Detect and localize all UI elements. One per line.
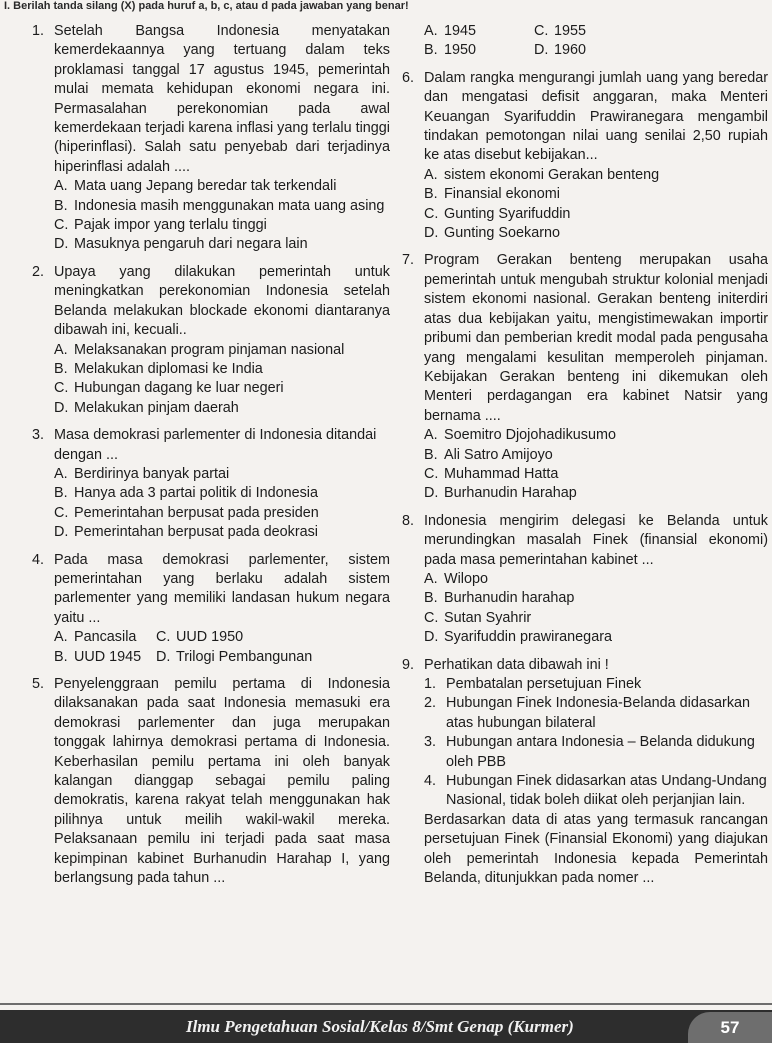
option-text: Melaksanakan program pinjaman nasional: [74, 341, 345, 358]
question-6: [402, 69, 768, 244]
option-letter: D.: [424, 485, 439, 502]
question-text: Program Gerakan benteng merupakan usaha pemerintah untuk mengubah struktur kolonial menjadi sistem ekonomi nasional. Gerakan benteng initerdiri atas dua kebijakan yaitu, mengistimewakan importir pribumi dan pemberian kredit modal pada pengusaha yang mengalami kesulitan memperoleh pinjaman. Kebijakan Gerakan benteng ini dikemukan oleh Menteri perdagangan era kabinet Natsir yang bernama ....: [424, 252, 768, 424]
item-text: Hubungan Finek didasarkan atas Undang-Undang Nasional, tidak boleh diikat oleh perjanjian lain.: [446, 773, 767, 809]
option-c[interactable]: [534, 22, 644, 41]
option-letter: D.: [534, 42, 549, 59]
option-text: Hanya ada 3 partai politik di Indonesia: [74, 485, 319, 502]
option-c[interactable]: [156, 628, 266, 647]
item-text: Hubungan antara Indonesia – Belanda didukung oleh PBB: [446, 734, 755, 770]
option-b[interactable]: [54, 648, 156, 667]
option-b[interactable]: [424, 589, 768, 608]
option-letter: B.: [54, 360, 68, 377]
left-column: [32, 22, 390, 896]
item-number: 3.: [424, 734, 437, 751]
option-letter: C.: [54, 217, 69, 234]
question-text: Penyelenggraan pemilu pertama di Indonesia dilaksanakan pada saat Indonesia memasuki era demokrasi parlementer dan juga merupakan tonggak lahirnya demokrasi pertama di Indonesia. Keberhasilan pemilu pertama ini oleh banyak kalangan dianggap sebagai pemilu paling demokratis, karena rakyat telah menggunakan hak pilihnya untuk meilih wakil-wakil mereka. Pelaksanaan pemilu ini terjadi pada saat masa kepimpinan kabinet Burhanudin Harahap I, yang berlangsung pada tahun ...: [54, 676, 390, 887]
option-a[interactable]: [54, 341, 390, 360]
option-letter: C.: [54, 380, 69, 397]
right-column: [402, 22, 768, 896]
option-text: 1945: [444, 23, 477, 39]
question-8: [402, 512, 768, 648]
option-text: 1960: [554, 42, 587, 59]
option-b[interactable]: [424, 41, 534, 60]
option-letter: A.: [424, 427, 438, 444]
option-text: UUD 1950: [176, 629, 244, 646]
option-c[interactable]: [424, 205, 768, 224]
option-d[interactable]: [424, 484, 768, 503]
option-letter: A.: [424, 570, 438, 587]
option-letter: B.: [424, 446, 438, 463]
option-text: Trilogi Pembangunan: [176, 648, 313, 665]
question-number: 5.: [32, 676, 45, 692]
item-text: Pembatalan persetujuan Finek: [446, 676, 642, 692]
question-number: 3.: [32, 427, 45, 444]
question-5-options: [402, 22, 768, 61]
option-c[interactable]: [54, 504, 390, 523]
option-text: Finansial ekonomi: [444, 186, 560, 203]
option-text: Pemerintahan berpusat pada presiden: [74, 504, 319, 521]
option-text: Burhanudin Harahap: [444, 485, 577, 502]
option-c[interactable]: [54, 216, 390, 235]
footer-divider: [0, 1003, 772, 1005]
option-b[interactable]: [54, 484, 390, 503]
question-text: Indonesia mengirim delegasi ke Belanda untuk merundingkan masalah Finek (finansial ekonomi) pada masa pemerintahan kabinet ...: [424, 512, 768, 568]
question-number: 1.: [32, 23, 45, 39]
question-number: 6.: [402, 69, 415, 86]
option-text: Indonesia masih menggunakan mata uang asing: [74, 197, 385, 214]
question-number: 9.: [402, 656, 415, 673]
option-letter: C.: [424, 205, 439, 222]
option-text: Melakukan diplomasi ke India: [74, 360, 263, 377]
question-text: Pada masa demokrasi parlementer, sistem pemerintahan yang berlaku adalah sistem parlementer yang memiliki landasan hukum negara yaitu ...: [54, 551, 390, 626]
option-a[interactable]: [424, 570, 768, 589]
option-text: Pajak impor yang terlalu tinggi: [74, 217, 267, 234]
option-text: Sutan Syahrir: [444, 609, 532, 626]
option-letter: B.: [54, 648, 68, 665]
option-letter: B.: [54, 485, 68, 502]
option-text: Hubungan dagang ke luar negeri: [74, 380, 284, 397]
option-text: Gunting Syarifuddin: [444, 205, 571, 222]
option-text: Burhanudin harahap: [444, 590, 575, 607]
option-letter: B.: [54, 197, 68, 214]
option-d[interactable]: [54, 235, 390, 254]
option-text: Pancasila: [74, 629, 137, 646]
question-3: [32, 426, 390, 542]
question-text: Perhatikan data dibawah ini !: [424, 656, 609, 673]
question-5: [32, 675, 390, 888]
question-text: Upaya yang dilakukan pemerintah untuk meningkatkan perekonomian Indonesia setelah Belanda melakukan blockade ekonomi diantaranya dibawah ini, kecuali..: [54, 263, 390, 339]
option-d[interactable]: [54, 523, 390, 542]
question-text: Dalam rangka mengurangi jumlah uang yang beredar dan mengatasi defisit anggaran, maka Menteri Keuangan Syarifuddin Prawiranegara mengambil tindakan pemotongan nilai uang senilai 2,50 rupiah ke atas disebut kebijakan...: [424, 69, 768, 164]
data-item: [424, 694, 768, 733]
option-letter: A.: [54, 178, 68, 195]
option-letter: A.: [54, 629, 68, 646]
option-text: 1950: [444, 42, 477, 59]
option-letter: D.: [424, 629, 439, 646]
option-a[interactable]: [424, 426, 768, 445]
option-text: Ali Satro Amijoyo: [444, 446, 553, 463]
option-letter: B.: [424, 186, 438, 203]
option-d[interactable]: [156, 648, 313, 667]
question-7: [402, 251, 768, 503]
option-letter: D.: [54, 524, 69, 541]
option-letter: D.: [156, 648, 171, 665]
option-d[interactable]: [424, 628, 768, 647]
option-d[interactable]: [54, 399, 390, 418]
option-text: Wilopo: [444, 570, 488, 587]
option-letter: D.: [54, 236, 69, 253]
item-text: Hubungan Finek Indonesia-Belanda didasarkan atas hubungan bilateral: [446, 695, 751, 731]
option-letter: A.: [424, 23, 438, 39]
option-b[interactable]: [424, 185, 768, 204]
option-text: 1955: [554, 23, 587, 39]
data-item: [424, 733, 768, 772]
question-text: Setelah Bangsa Indonesia menyatakan kemerdekaannya yang tertuang dalam teks proklamasi tanggal 17 agustus 1945, pemerintah mulai memata kehidupan ekonomi negara ini. Permasalahan perekonomian pada awal kemerdekaan terjadi karena inflasi yang terlalu tinggi (hiperinflasi). Salah satu penyebab dari terjadinya hiperinflasi adalah ....: [54, 23, 390, 175]
item-number: 4.: [424, 773, 437, 790]
question-4: [32, 551, 390, 667]
question-2: [32, 263, 390, 418]
option-b[interactable]: [54, 360, 390, 379]
option-letter: C.: [156, 629, 171, 646]
option-a[interactable]: [54, 177, 390, 196]
option-letter: B.: [424, 590, 438, 607]
question-number: 2.: [32, 263, 45, 280]
section-instruction: I. Berilah tanda silang (X) pada huruf a, b, c, atau d pada jawaban yang benar!: [4, 0, 409, 12]
book-title: Ilmu Pengetahuan Sosial/Kelas 8/Smt Genap (Kurmer): [186, 1017, 574, 1036]
option-text: Gunting Soekarno: [444, 225, 561, 242]
item-number: 1.: [424, 676, 437, 692]
option-a[interactable]: [424, 22, 534, 41]
question-1: [32, 22, 390, 255]
option-letter: D.: [424, 225, 439, 242]
question-number: 7.: [402, 252, 415, 269]
item-number: 2.: [424, 695, 437, 712]
option-letter: C.: [424, 465, 439, 482]
option-c[interactable]: [424, 609, 768, 628]
option-text: Melakukan pinjam daerah: [74, 399, 239, 416]
option-text: Muhammad Hatta: [444, 465, 559, 482]
option-d[interactable]: [534, 41, 644, 60]
question-number: 8.: [402, 512, 415, 529]
option-letter: C.: [424, 609, 439, 626]
option-text: Berdirinya banyak partai: [74, 465, 230, 482]
option-letter: D.: [54, 399, 69, 416]
option-text: Mata uang Jepang beredar tak terkendali: [74, 178, 337, 195]
option-b[interactable]: [424, 446, 768, 465]
option-d[interactable]: [424, 224, 768, 243]
option-a[interactable]: [424, 166, 768, 185]
option-b[interactable]: [54, 197, 390, 216]
page-number: 57: [688, 1012, 772, 1043]
option-text: Masuknya pengaruh dari negara lain: [74, 236, 308, 253]
question-9: [402, 656, 768, 889]
option-text: Syarifuddin prawiranegara: [444, 629, 612, 646]
option-c[interactable]: [54, 379, 390, 398]
question-text: Masa demokrasi parlementer di Indonesia ditandai dengan ...: [54, 427, 377, 463]
question-9-closing: Berdasarkan data di atas yang termasuk rancangan persetujuan Finek (Finansial Ekonomi) yang diajukan oleh pemerintah Indonesia kepada Pemerintah Belanda, ditunjukkan pada nomer ...: [424, 811, 768, 887]
option-text: UUD 1945: [74, 648, 142, 665]
data-item: [424, 675, 768, 694]
option-letter: A.: [424, 166, 438, 183]
option-a[interactable]: [54, 628, 156, 647]
option-letter: A.: [54, 465, 68, 482]
option-c[interactable]: [424, 465, 768, 484]
option-a[interactable]: [54, 465, 390, 484]
option-text: Pemerintahan berpusat pada deokrasi: [74, 524, 319, 541]
option-text: sistem ekonomi Gerakan benteng: [444, 166, 660, 183]
option-letter: C.: [534, 23, 549, 39]
option-letter: C.: [54, 504, 69, 521]
data-item: [424, 772, 768, 811]
question-number: 4.: [32, 551, 45, 568]
option-letter: A.: [54, 341, 68, 358]
option-letter: B.: [424, 42, 438, 59]
option-text: Soemitro Djojohadikusumo: [444, 427, 616, 444]
